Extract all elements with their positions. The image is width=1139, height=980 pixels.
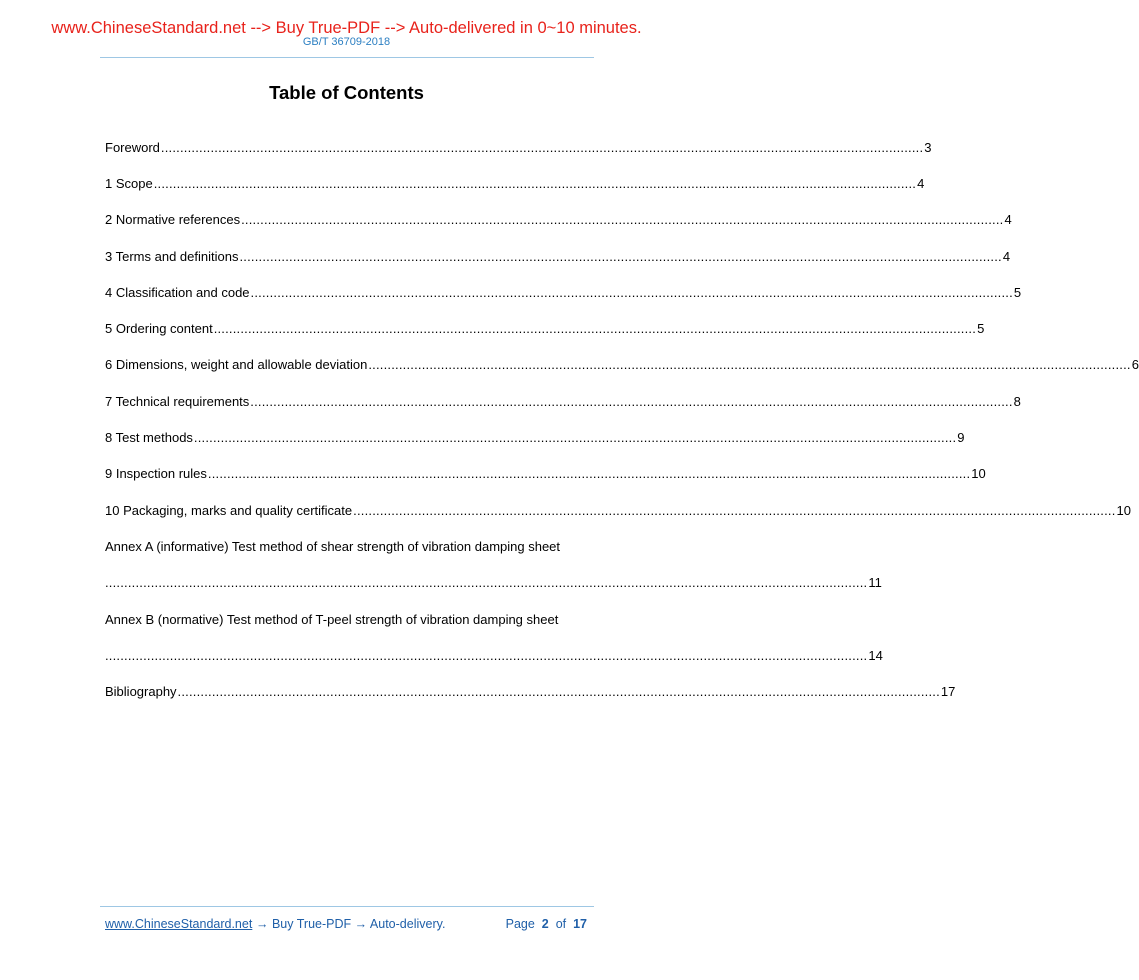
toc-entry-label: 2 Normative references	[105, 212, 241, 227]
toc-entry-page: 4	[1004, 212, 1012, 227]
toc-entry-page: 10	[971, 466, 986, 481]
toc-entry-test-methods[interactable]	[105, 429, 965, 446]
toc-entry-annex-b[interactable]	[105, 647, 883, 664]
toc-entry-label: 1 Scope	[105, 176, 153, 191]
toc-entry-technical-requirements[interactable]	[105, 393, 1021, 410]
toc-entry-ordering-content[interactable]	[105, 320, 985, 337]
toc-entry-page: 4	[917, 176, 925, 191]
dot-leader: ........................................................................................................................................................................................................	[153, 176, 917, 191]
dot-leader: ........................................................................................................................................................................................................	[250, 285, 1013, 300]
toc-entry-page: 4	[1002, 249, 1011, 264]
dot-leader: ........................................................................................................................................................................................................	[105, 648, 868, 663]
toc-entry-page: 10	[1116, 503, 1131, 518]
page-total: 17	[573, 917, 587, 931]
toc-entry-label: 4 Classification and code	[105, 285, 250, 300]
toc-entry-annex-b-label[interactable]: Annex B (normative) Test method of T-peel strength of vibration damping sheet	[105, 612, 559, 627]
toc-entry-packaging[interactable]	[105, 502, 1131, 519]
toc-entry-page: 6	[1131, 357, 1139, 372]
dot-leader: ........................................................................................................................................................................................................	[239, 249, 1002, 264]
toc-entry-label: Bibliography	[105, 684, 177, 699]
toc-entry-dimensions[interactable]	[105, 356, 1139, 373]
toc-entry-scope[interactable]	[105, 175, 925, 192]
dot-leader: ........................................................................................................................................................................................................	[250, 394, 1013, 409]
toc-entry-label: 6 Dimensions, weight and allowable deviation	[105, 357, 368, 372]
toc-entry-label: 10 Packaging, marks and quality certificate	[105, 503, 353, 518]
footer-website-link[interactable]: www.ChineseStandard.net	[105, 917, 253, 931]
dot-leader: ........................................................................................................................................................................................................	[353, 503, 1116, 518]
toc-entry-normative-references[interactable]	[105, 211, 1012, 228]
toc-entry-annex-a[interactable]	[105, 574, 882, 591]
toc-entry-page: 3	[924, 140, 932, 155]
toc-entry-label: 5 Ordering content	[105, 321, 213, 336]
toc-entry-page: 17	[940, 684, 956, 699]
page-of: of	[555, 917, 567, 931]
document-code: GB/T 36709-2018	[302, 36, 391, 48]
toc-entry-annex-a-label[interactable]: Annex A (informative) Test method of shear strength of vibration damping sheet	[105, 539, 561, 554]
dot-leader: ........................................................................................................................................................................................................	[160, 140, 924, 155]
page-current: 2	[541, 917, 549, 931]
toc-entry-page: 5	[1013, 285, 1022, 300]
toc-entry-bibliography[interactable]	[105, 683, 956, 700]
toc-entry-label: 3 Terms and definitions	[105, 249, 239, 264]
toc-entry-label: 9 Inspection rules	[105, 466, 207, 481]
footer-delivery-text: → Buy True-PDF → Auto-delivery.	[256, 917, 446, 931]
toc-entry-page: 9	[957, 430, 965, 445]
toc-entry-label: Foreword	[105, 140, 160, 155]
toc-entry-label: 7 Technical requirements	[105, 394, 250, 409]
dot-leader: ........................................................................................................................................................................................................	[105, 575, 868, 590]
dot-leader: ........................................................................................................................................................................................................	[241, 212, 1004, 227]
page-footer	[105, 915, 587, 933]
toc-entry-foreword[interactable]	[105, 139, 932, 156]
dot-leader: ........................................................................................................................................................................................................	[193, 430, 957, 445]
toc-entry-terms-definitions[interactable]	[105, 248, 1011, 265]
header-divider	[100, 57, 594, 58]
toc-entry-label: 8 Test methods	[105, 430, 193, 445]
promo-banner: www.ChineseStandard.net --> Buy True-PDF --> Auto-delivered in 0~10 minutes.	[51, 19, 642, 37]
dot-leader: ........................................................................................................................................................................................................	[368, 357, 1131, 372]
toc-entry-page: 11	[868, 575, 882, 590]
toc-entry-page: 8	[1013, 394, 1021, 409]
dot-leader: ........................................................................................................................................................................................................	[213, 321, 977, 336]
toc-entry-classification-code[interactable]	[105, 284, 1022, 301]
page-prefix: Page	[505, 917, 535, 931]
toc-entry-page: 5	[977, 321, 985, 336]
toc-title: Table of Contents	[269, 82, 424, 103]
dot-leader: ........................................................................................................................................................................................................	[207, 466, 971, 481]
toc-entry-inspection-rules[interactable]	[105, 465, 986, 482]
toc-entry-page: 14	[868, 648, 883, 663]
page-number	[506, 915, 587, 933]
dot-leader: ........................................................................................................................................................................................................	[177, 684, 940, 699]
footer-divider	[100, 906, 594, 907]
